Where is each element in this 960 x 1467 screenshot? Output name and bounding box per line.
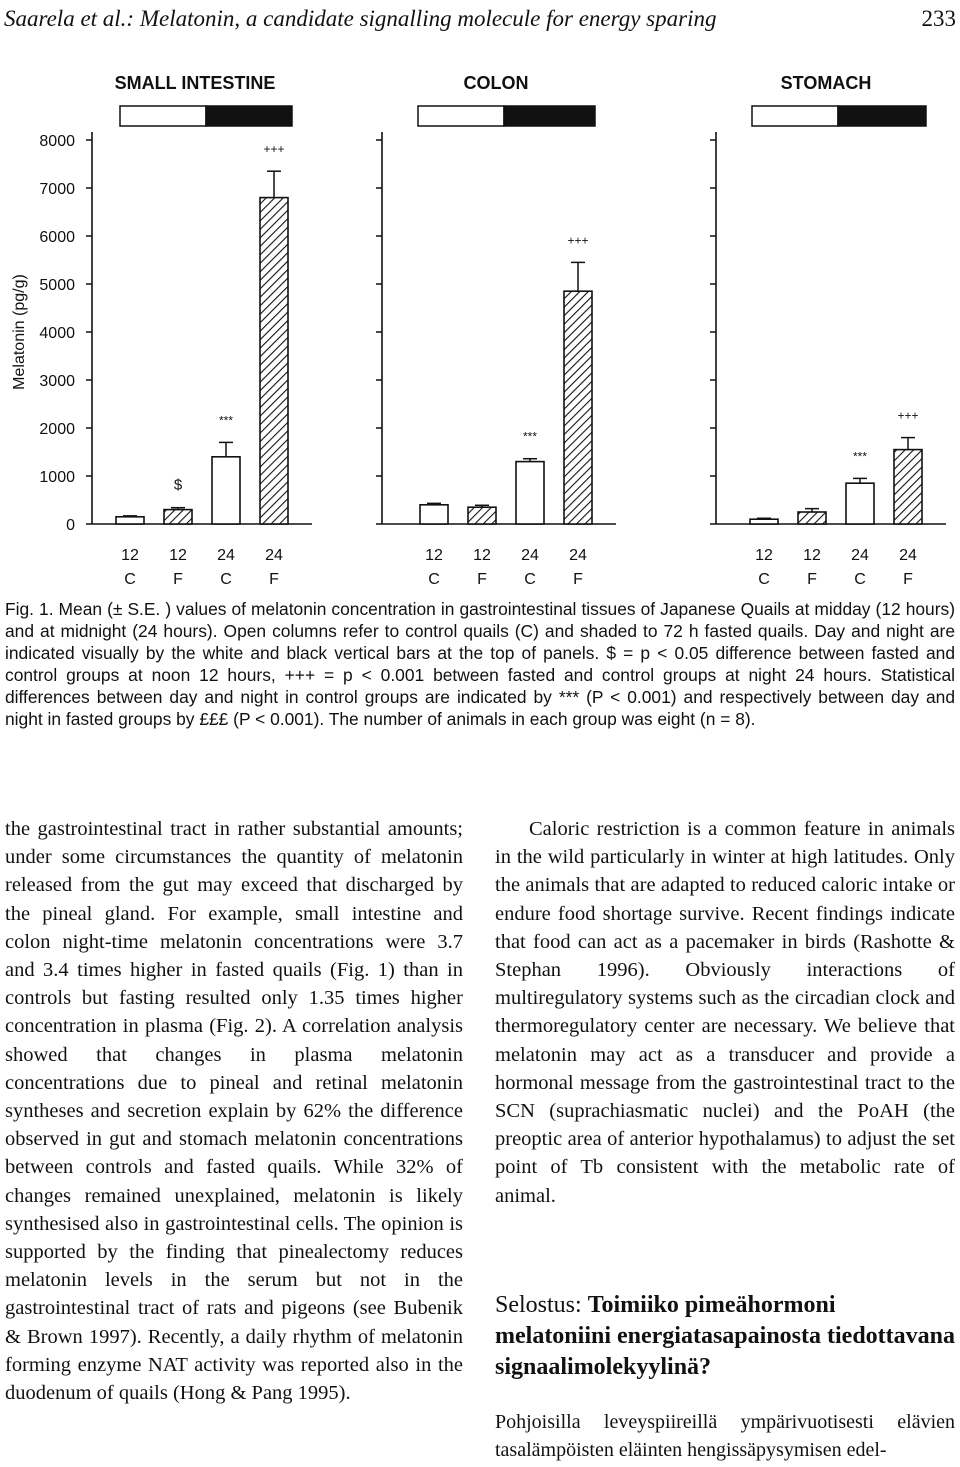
panel-title: SMALL INTESTINE <box>114 73 276 93</box>
data-bar <box>750 519 778 524</box>
finnish-paragraph: Pohjoisilla leveyspiireillä ympärivuotisesti elävien tasalämpöisten eläinten hengissäpysymisen edel- <box>495 1411 955 1461</box>
page-number: 233 <box>921 6 956 31</box>
y-tick-label: 2000 <box>39 421 75 438</box>
x-group-label: F <box>573 571 583 588</box>
x-tick-label: 24 <box>851 547 869 564</box>
y-tick-label: 0 <box>66 517 75 534</box>
significance-marker: +++ <box>263 142 285 157</box>
x-tick-label: 12 <box>755 547 773 564</box>
y-tick-label: 7000 <box>39 181 75 198</box>
x-tick-label: 24 <box>217 547 235 564</box>
night-indicator-bar <box>504 106 595 126</box>
x-tick-label: 12 <box>169 547 187 564</box>
x-group-label: F <box>269 571 279 588</box>
night-indicator-bar <box>206 106 292 126</box>
significance-marker: +++ <box>567 233 589 248</box>
x-group-label: C <box>428 571 440 588</box>
x-tick-label: 24 <box>521 547 539 564</box>
data-bar <box>798 512 826 524</box>
heading-prefix: Selostus: <box>495 1292 582 1318</box>
finnish-summary-heading <box>495 1290 955 1383</box>
data-bar <box>164 510 192 524</box>
data-bar <box>516 462 544 524</box>
day-indicator-bar <box>752 106 838 126</box>
significance-marker: *** <box>522 429 538 444</box>
figure-caption: Fig. 1. Mean (± S.E. ) values of melatonin concentration in gastrointestinal tissues of Japanese Quails at midday (12 hours) and at midnight (24 hours). Open columns refer to control quails (C) and shaded to 72 h fasted quails. Day and night are indicated visually by the white and black vertical bars at the top of panels. $ = p < 0.05 difference between fasted and control groups at noon 12 hours, +++ = p < 0.001 between fasted and control groups at night 24 hours. Statistical differences between day and night in control groups are indicated by *** (P < 0.001) and respectively between day and night in fasted groups by £££ (P < 0.001). The number of animals in each group was eight (n = 8). <box>5 599 955 729</box>
x-group-label: F <box>807 571 817 588</box>
day-indicator-bar <box>120 106 206 126</box>
data-bar <box>420 505 448 524</box>
x-group-label: C <box>758 571 770 588</box>
significance-marker: *** <box>218 413 234 428</box>
y-tick-label: 1000 <box>39 469 75 486</box>
x-group-label: F <box>903 571 913 588</box>
panel-title: STOMACH <box>780 73 872 93</box>
left-paragraph: the gastrointestinal tract in rather substantial amounts; under some circumstances the quantity of melatonin released from the gut may exceed that discharged by the pineal gland. For example, small intestine and colon night-time melatonin concentrations were 3.7 and 3.4 times higher in fasted quails (Fig. 1) than in controls but fasting resulted only 1.35 times higher concentration in plasma (Fig. 2). A correlation analysis showed that changes in plasma melatonin concentrations due to pineal and retinal melatonin syntheses and secretion explain by 62% the difference observed in gut and stomach melatonin concentrations between controls and fasted quails. While 32% of changes remained unexplained, melatonin is likely synthesised also in gastrointestinal cells. The opinion is supported by the finding that pinealectomy reduces melatonin levels in the serum but not in the gastrointestinal tract of rats and pigeons (see Bubenik & Brown 1997). Recently, a daily rhythm of melatonin forming enzyme NAT activity was reported also in the duodenum of quails (Hong & Pang 1995). <box>5 818 463 1405</box>
y-tick-label: 5000 <box>39 277 75 294</box>
left-column <box>5 815 463 1407</box>
significance-marker: $ <box>173 476 183 494</box>
x-tick-label: 12 <box>121 547 139 564</box>
running-title: Saarela et al.: Melatonin, a candidate signalling molecule for energy sparing <box>4 6 717 31</box>
finnish-summary-text <box>495 1408 955 1464</box>
x-tick-label: 24 <box>265 547 283 564</box>
data-bar <box>212 457 240 524</box>
x-tick-label: 12 <box>425 547 443 564</box>
x-group-label: C <box>124 571 136 588</box>
x-tick-label: 12 <box>803 547 821 564</box>
data-bar <box>468 507 496 524</box>
x-group-label: C <box>524 571 536 588</box>
x-tick-label: 24 <box>569 547 587 564</box>
x-group-label: C <box>220 571 232 588</box>
y-tick-label: 3000 <box>39 373 75 390</box>
y-tick-label: 6000 <box>39 229 75 246</box>
night-indicator-bar <box>838 106 926 126</box>
significance-marker: *** <box>852 449 868 464</box>
data-bar <box>116 517 144 524</box>
panel-title: COLON <box>463 73 529 93</box>
x-group-label: C <box>854 571 866 588</box>
x-tick-label: 24 <box>899 547 917 564</box>
figure-1 <box>0 56 960 596</box>
data-bar <box>564 291 592 524</box>
y-tick-label: 8000 <box>39 133 75 150</box>
heading-title: Toimiiko pimeähormoni melatoniini energiatasapainosta tiedottavana signaalimolekyylinä? <box>495 1292 955 1380</box>
x-tick-label: 12 <box>473 547 491 564</box>
data-bar <box>846 483 874 524</box>
day-indicator-bar <box>418 106 504 126</box>
x-group-label: F <box>173 571 183 588</box>
right-column <box>495 815 955 1210</box>
bar-chart <box>0 56 960 596</box>
x-group-label: F <box>477 571 487 588</box>
y-axis-label: Melatonin (pg/g) <box>11 274 28 390</box>
significance-marker: +++ <box>897 408 919 423</box>
right-paragraph: Caloric restriction is a common feature in animals in the wild particularly in winter at high latitudes. Only the animals that are adapted to reduced caloric intake or endure food shortage survive. Recent findings indicate that food can act as a pacemaker in birds (Rashotte & Stephan 1996). Obviously interactions of multiregulatory systems such as the circadian clock and thermoregulatory center are necessary. We believe that melatonin may act as a transducer and provide a hormonal message from the gastrointestinal tract to the SCN (suprachiasmatic nuclei) and the PoAH (the preoptic area of anterior hypothalamus) to adjust the set point of Tb consistent with the metabolic rate of animal. <box>495 818 955 1207</box>
data-bar <box>260 198 288 524</box>
data-bar <box>894 450 922 524</box>
running-header <box>4 2 956 38</box>
y-tick-label: 4000 <box>39 325 75 342</box>
